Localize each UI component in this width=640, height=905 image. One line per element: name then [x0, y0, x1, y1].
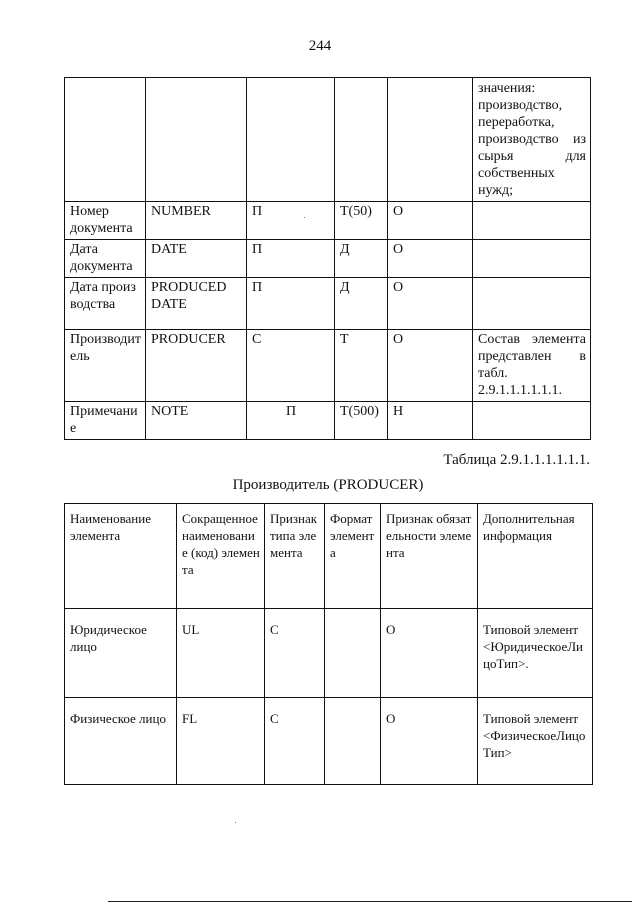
element-info [473, 202, 591, 240]
element-format [325, 698, 381, 785]
element-format: Д [335, 240, 388, 278]
element-format: T(500) [335, 402, 388, 440]
element-info: Типовой элемент <ЮридическоеЛицоТип>. [478, 609, 593, 698]
table-header-row [65, 504, 593, 609]
scan-speck [235, 822, 236, 823]
table-cell [65, 78, 146, 202]
element-required: Н [388, 402, 473, 440]
element-required: О [388, 240, 473, 278]
element-required: О [388, 202, 473, 240]
table-row [65, 402, 591, 440]
element-name: Дата производства [65, 278, 146, 330]
element-info [473, 402, 591, 440]
element-name: Физическое лицо [65, 698, 177, 785]
header-info: Дополнительная информация [478, 504, 593, 609]
table-cell [146, 78, 247, 202]
element-required: О [381, 609, 478, 698]
element-format: Д [335, 278, 388, 330]
element-type: П [247, 402, 335, 440]
element-type: П [247, 240, 335, 278]
table-row [65, 240, 591, 278]
header-name: Наименование элемента [65, 504, 177, 609]
element-required: О [381, 698, 478, 785]
element-format: T(50) [335, 202, 388, 240]
element-format [325, 609, 381, 698]
element-name: Дата документа [65, 240, 146, 278]
element-info: Типовой элемент <ФизическоеЛицоТип> [478, 698, 593, 785]
header-required: Признак обязательности элемента [381, 504, 478, 609]
element-code: UL [177, 609, 265, 698]
element-code: PRODUCED DATE [146, 278, 247, 330]
producer-table [64, 503, 593, 785]
info-cell: значения: производство, переработка, производство из сырья для собственных нужд; [473, 78, 591, 202]
element-name: Производитель [65, 330, 146, 402]
element-type: П [247, 278, 335, 330]
table-cell [335, 78, 388, 202]
element-name: Номер документа [65, 202, 146, 240]
element-code: DATE [146, 240, 247, 278]
element-info: Состав элемента представлен в табл. 2.9.1.1.1.1.1.1. [473, 330, 591, 402]
table-caption: Таблица 2.9.1.1.1.1.1.1. [443, 452, 590, 468]
scan-speck [304, 217, 305, 218]
element-code: NOTE [146, 402, 247, 440]
element-code: FL [177, 698, 265, 785]
table-row [65, 202, 591, 240]
element-info [473, 240, 591, 278]
element-info [473, 278, 591, 330]
header-type: Признак типа элемента [265, 504, 325, 609]
element-type: С [247, 330, 335, 402]
header-code: Сокращенное наименование (код) элемента [177, 504, 265, 609]
element-required: О [388, 278, 473, 330]
table-row [65, 609, 593, 698]
table-row [65, 278, 591, 330]
table-row [65, 330, 591, 402]
element-name: Примечание [65, 402, 146, 440]
page-number: 244 [308, 38, 332, 54]
table-row [65, 78, 591, 202]
element-type: С [265, 698, 325, 785]
elements-table-continued [64, 77, 591, 440]
table-cell [247, 78, 335, 202]
element-code: NUMBER [146, 202, 247, 240]
header-format: Формат элемента [325, 504, 381, 609]
element-type: С [265, 609, 325, 698]
table-row [65, 698, 593, 785]
table-cell [388, 78, 473, 202]
scan-edge-line [108, 901, 632, 902]
element-required: О [388, 330, 473, 402]
table-title: Производитель (PRODUCER) [232, 477, 424, 493]
element-type: П [247, 202, 335, 240]
element-name: Юридическое лицо [65, 609, 177, 698]
element-format: Т [335, 330, 388, 402]
element-code: PRODUCER [146, 330, 247, 402]
